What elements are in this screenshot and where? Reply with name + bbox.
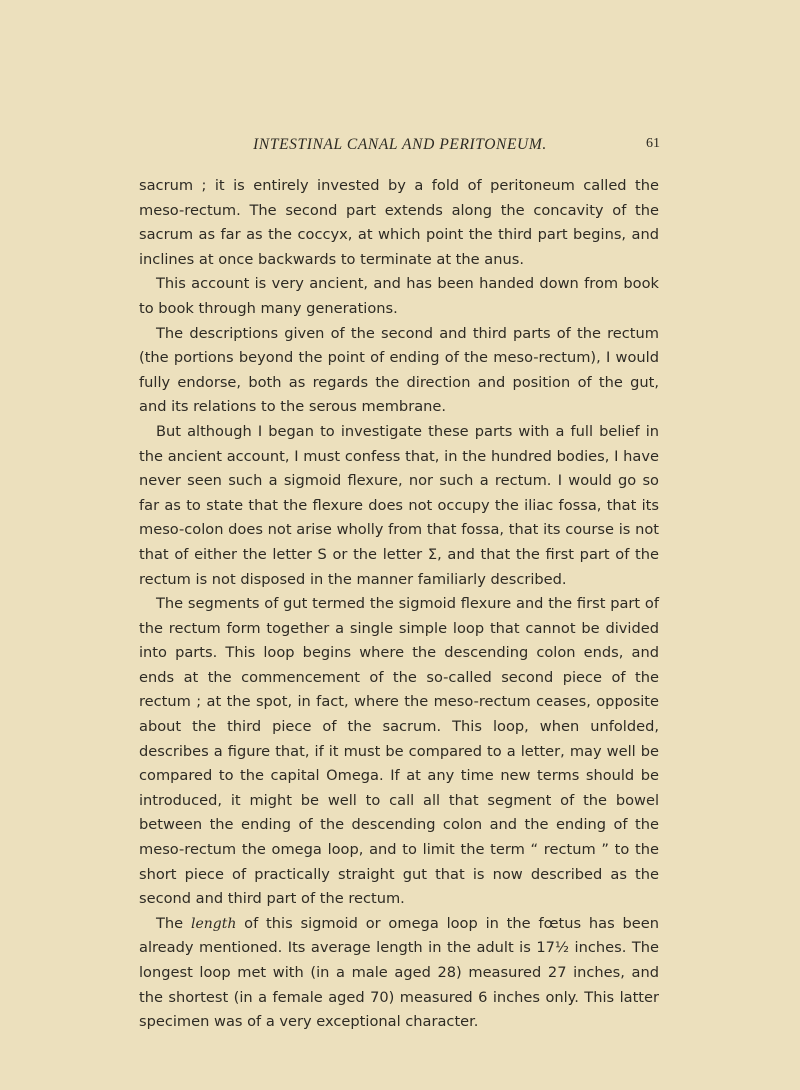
paragraph-4: But although I began to investigate these parts with a full belief in the ancient account, I must confess that, in the hundred bodies, I have never seen such a sigmoid flexure, nor such a rectum. I would go so far as to state that the flexure does not occupy the iliac fossa, that its meso-colon does not arise wholly from that fossa, that its course is not that of either the letter S or the letter Σ, and that the first part of the rectum is not disposed in the manner familiarly described. bbox=[139, 422, 659, 588]
paragraph-2: This account is very ancient, and has been handed down from book to book through many generations. bbox=[139, 275, 659, 317]
page-number: 61 bbox=[646, 136, 660, 151]
paragraph-6 bbox=[139, 912, 659, 1035]
running-title: INTESTINAL CANAL AND PERITONEUM. bbox=[253, 136, 547, 153]
italic-term-length: length bbox=[190, 915, 237, 932]
paragraph-6-rest: of this sigmoid or omega loop in the fœtus has been already mentioned. Its average length in the adult is 17½ inches. The longest loop met with (in a male aged 28) measured 27 inches, and the shortest (in a female aged 70) measured 6 inches only. This latter specimen was of a very exceptional character. bbox=[139, 914, 659, 1031]
body-text bbox=[139, 174, 659, 1035]
paragraph-1: sacrum ; it is entirely invested by a fold of peritoneum called the meso-rectum. The second part extends along the concavity of the sacrum as far as the coccyx, at which point the third part begins, and inclines at once backwards to terminate at the anus. bbox=[139, 177, 659, 268]
paragraph-5: The segments of gut termed the sigmoid flexure and the first part of the rectum form together a single simple loop that cannot be divided into parts. This loop begins where the descending colon ends, and ends at the commencement of the so-called second piece of the rectum ; at the spot, in fact, where the meso-rectum ceases, opposite about the third piece of the sacrum. This loop, when unfolded, describes a figure that, if it must be compared to a letter, may well be compared to the capital Omega. If at any time new terms should be introduced, it might be well to call all that segment of the bowel between the ending of the descending colon and the ending of the meso-rectum the omega loop, and to limit the term “ rectum ” to the short piece of practically straight gut that is now described as the second and third part of the rectum. bbox=[139, 595, 659, 908]
paragraph-3: The descriptions given of the second and third parts of the rectum (the portions beyond the point of ending of the meso-rectum), I would fully endorse, both as regards the direction and position of the gut, and its relations to the serous membrane. bbox=[139, 324, 659, 416]
paragraph-6-start: The bbox=[156, 914, 191, 932]
